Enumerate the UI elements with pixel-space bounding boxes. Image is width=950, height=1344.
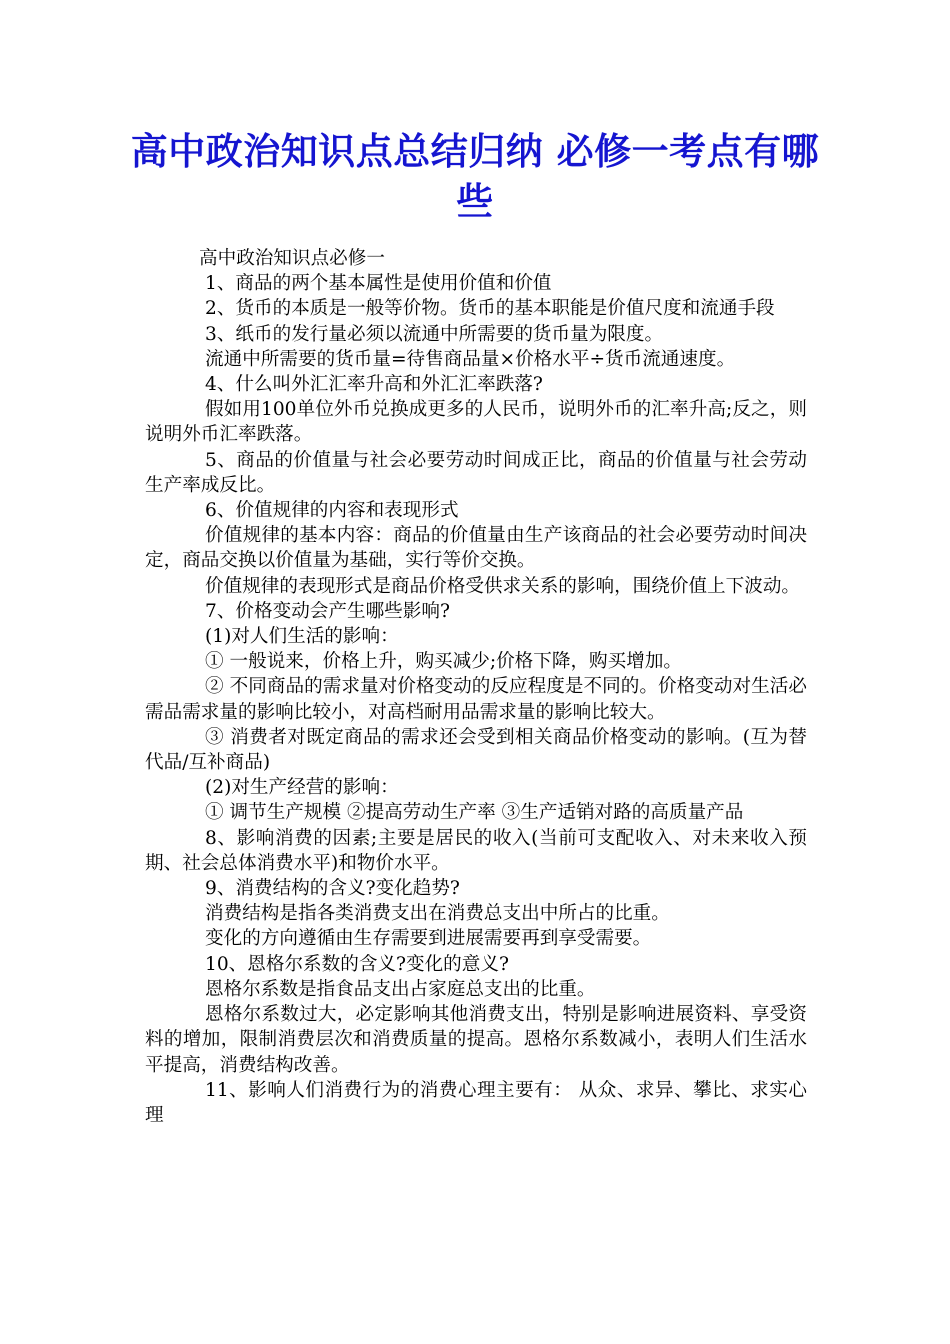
paragraph: 3、纸币的发行量必须以流通中所需要的货币量为限度。 bbox=[205, 323, 664, 345]
paragraph: 假如用100单位外币兑换成更多的人民币，说明外币的汇率升高;反之，则说明外币汇率跌落。 bbox=[145, 399, 807, 446]
paragraph: 价值规律的基本内容：商品的价值量由生产该商品的社会必要劳动时间决定，商品交换以价值量为基础，实行等价交换。 bbox=[145, 525, 807, 572]
paragraph: ② 不同商品的需求量对价格变动的反应程度是不同的。价格变动对生活必需品需求量的影响比较小，对高档耐用品需求量的影响比较大。 bbox=[145, 676, 807, 723]
paragraph: (1)对人们生活的影响： bbox=[205, 626, 399, 648]
paragraph: 价值规律的表现形式是商品价格受供求关系的影响，围绕价值上下波动。 bbox=[205, 575, 801, 597]
document-body bbox=[145, 246, 807, 1128]
paragraph: ① 调节生产规模 ②提高劳动生产率 ③生产适销对路的高质量产品 bbox=[205, 802, 744, 824]
paragraph: 恩格尔系数是指食品支出占家庭总支出的比重。 bbox=[205, 978, 596, 1000]
paragraph: 11、影响人们消费行为的消费心理主要有： 从众、求异、攀比、求实心理 bbox=[145, 1079, 807, 1126]
paragraph: (2)对生产经营的影响： bbox=[205, 777, 399, 799]
paragraph: 10、恩格尔系数的含义?变化的意义? bbox=[205, 953, 509, 975]
paragraph: 变化的方向遵循由生存需要到进展需要再到享受需要。 bbox=[205, 928, 652, 950]
paragraph: 2、货币的本质是一般等价物。货币的基本职能是价值尺度和流通手段 bbox=[205, 298, 775, 320]
paragraph: 消费结构是指各类消费支出在消费总支出中所占的比重。 bbox=[205, 903, 670, 925]
paragraph: 7、价格变动会产生哪些影响? bbox=[205, 600, 450, 622]
paragraph: 高中政治知识点必修一 bbox=[199, 248, 385, 269]
paragraph: 9、消费结构的含义?变化趋势? bbox=[205, 878, 460, 900]
paragraph: 流通中所需要的货币量=待售商品量×价格水平÷货币流通速度。 bbox=[205, 348, 736, 370]
paragraph: 5、商品的价值量与社会必要劳动时间成正比，商品的价值量与社会劳动生产率成反比。 bbox=[145, 449, 807, 496]
paragraph: 1、商品的两个基本属性是使用价值和价值 bbox=[205, 273, 552, 295]
document-title: 高中政治知识点总结归纳 必修一考点有哪些 bbox=[130, 130, 820, 223]
paragraph: ① 一般说来，价格上升，购买减少;价格下降，购买增加。 bbox=[205, 651, 683, 673]
paragraph: 6、价值规律的内容和表现形式 bbox=[205, 500, 459, 522]
paragraph: 恩格尔系数过大，必定影响其他消费支出，特别是影响进展资料、享受资料的增加，限制消费层次和消费质量的提高。恩格尔系数减小，表明人们生活水平提高，消费结构改善。 bbox=[145, 1004, 807, 1076]
paragraph: 8、影响消费的因素;主要是居民的收入(当前可支配收入、对未来收入预期、社会总体消费水平)和物价水平。 bbox=[145, 827, 807, 874]
paragraph: 4、什么叫外汇汇率升高和外汇汇率跌落? bbox=[205, 374, 543, 396]
paragraph: ③ 消费者对既定商品的需求还会受到相关商品价格变动的影响。(互为替代品/互补商品) bbox=[145, 726, 807, 774]
